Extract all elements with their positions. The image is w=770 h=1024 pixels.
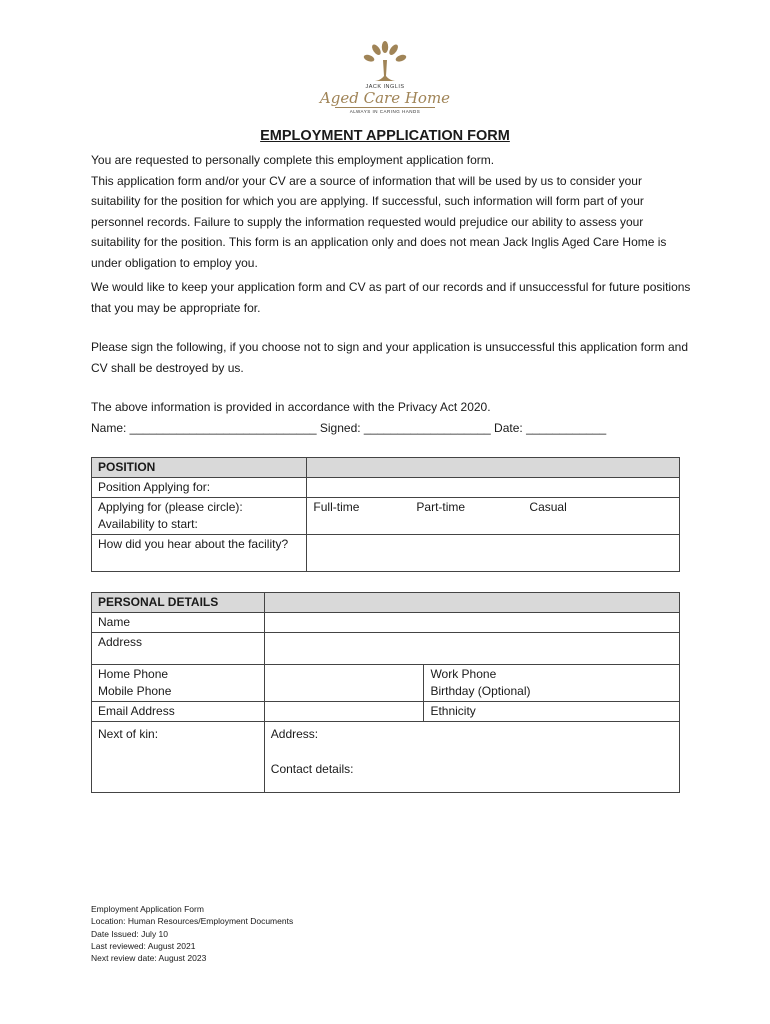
footer-line: Last reviewed: August 2021: [91, 940, 196, 951]
footer-line: Date Issued: July 10: [91, 928, 169, 939]
applying-circle-label: Applying for (please circle):: [98, 500, 243, 514]
phone-labels-cell: [92, 665, 265, 702]
phone-field[interactable]: [264, 665, 424, 702]
option-casual[interactable]: Casual: [529, 500, 567, 514]
privacy-section: [91, 397, 691, 438]
option-full-time[interactable]: Full-time: [313, 500, 360, 514]
position-circle-cell: [92, 498, 307, 535]
work-birthday-cell: [424, 665, 680, 702]
sign-paragraph: Please sign the following, if you choose not to sign and your application is unsuccessful this application form and CV shall be destroyed by us.: [91, 340, 689, 375]
hear-about-field[interactable]: [307, 535, 680, 572]
personal-header-fill: [264, 593, 679, 613]
logo-flower-icon: [361, 40, 409, 84]
logo-name: Aged Care Home: [319, 89, 451, 107]
signature-line[interactable]: Name: ____________________________ Signed: ___________________ Date: ____________: [91, 420, 607, 435]
next-of-kin-label: Next of kin:: [92, 722, 265, 793]
ethnicity-label: Ethnicity: [424, 702, 680, 722]
page-title: EMPLOYMENT APPLICATION FORM: [260, 128, 510, 144]
document-footer: [91, 903, 293, 964]
position-header-fill: [307, 458, 680, 478]
kin-address-label: Address:: [270, 727, 319, 741]
footer-line: Location: Human Resources/Employment Documents: [91, 916, 294, 927]
personal-details-table: [91, 592, 680, 793]
keep-records-paragraph: We would like to keep your application form and CV as part of our records and if unsuccessful for future positions that you may be appropriate for.: [91, 280, 691, 315]
position-applying-label: Position Applying for:: [92, 478, 307, 498]
availability-label: Availability to start:: [98, 517, 198, 531]
company-logo: [310, 40, 460, 130]
intro-line: You are requested to personally complete this employment application form.: [91, 153, 495, 167]
email-field[interactable]: [264, 702, 424, 722]
name-field[interactable]: [264, 613, 679, 633]
logo-divider: [335, 107, 435, 108]
email-label: Email Address: [92, 702, 265, 722]
logo-top-text: JACK INGLIS: [365, 84, 405, 90]
home-phone-label: Home Phone: [98, 667, 169, 681]
intro-body: This application form and/or your CV are a source of information that will be used by us to consider your suitability for the position for which you are applying. If successful, such information will form part of your personnel records. Failure to supply the information requested would prejudice our ability to assess your suitability for the position. This form is an application only and does not mean Jack Inglis Aged Care Home is under obligation to employ you.: [91, 173, 667, 270]
address-label: Address: [92, 633, 265, 665]
footer-line: Employment Application Form: [91, 904, 204, 914]
kin-contact-label: Contact details:: [270, 762, 354, 776]
birthday-label: Birthday (Optional): [430, 684, 531, 698]
footer-line: Next review date: August 2023: [91, 953, 207, 964]
hear-about-label: How did you hear about the facility?: [92, 535, 307, 572]
name-label: Name: [92, 613, 265, 633]
next-of-kin-field[interactable]: [264, 722, 679, 793]
intro-paragraph: [91, 150, 691, 273]
address-field[interactable]: [264, 633, 679, 665]
work-phone-label: Work Phone: [430, 667, 497, 681]
privacy-statement: The above information is provided in accordance with the Privacy Act 2020.: [91, 400, 491, 414]
position-header: POSITION: [92, 458, 307, 478]
mobile-phone-label: Mobile Phone: [98, 684, 172, 698]
position-table: [91, 457, 680, 572]
option-part-time[interactable]: Part-time: [416, 500, 466, 514]
personal-header: PERSONAL DETAILS: [92, 593, 265, 613]
position-applying-field[interactable]: [307, 478, 680, 498]
logo-tagline: ALWAYS IN CARING HANDS: [349, 109, 421, 114]
position-options-cell: [307, 498, 680, 535]
